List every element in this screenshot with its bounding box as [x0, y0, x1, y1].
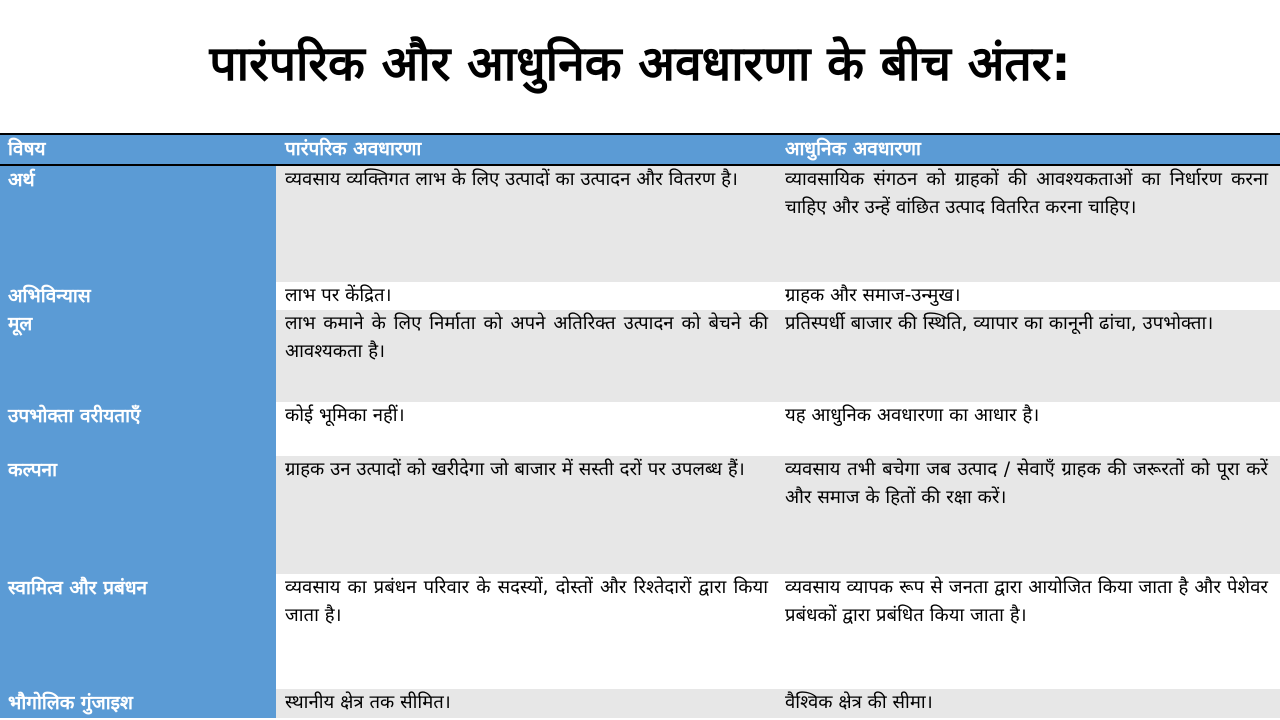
header-traditional: पारंपरिक अवधारणा	[285, 138, 422, 160]
row-traditional: व्यवसाय का प्रबंधन परिवार के सदस्यों, दोस्तों और रिश्तेदारों द्वारा किया जाता है।	[276, 574, 776, 689]
table-row	[0, 689, 1280, 718]
table-row	[0, 574, 1280, 689]
row-traditional: व्यवसाय व्यक्तिगत लाभ के लिए उत्पादों का उत्पादन और वितरण है।	[276, 166, 776, 282]
table-row	[0, 402, 1280, 456]
row-modern: व्यवसाय व्यापक रूप से जनता द्वारा आयोजित किया जाता है और पेशेवर प्रबंधकों द्वारा प्रबंधित किया जाता है।	[776, 574, 1280, 689]
table-header-row	[0, 135, 1280, 166]
comparison-table	[0, 133, 1280, 718]
slide-title: पारंपरिक और आधुनिक अवधारणा के बीच अंतर:	[209, 36, 1071, 92]
row-modern: ग्राहक और समाज-उन्मुख।	[776, 282, 1280, 310]
table-row	[0, 456, 1280, 574]
row-modern: यह आधुनिक अवधारणा का आधार है।	[776, 402, 1280, 456]
row-modern: व्यवसाय तभी बचेगा जब उत्पाद / सेवाएँ ग्राहक की जरूरतों को पूरा करें और समाज के हितों की रक्षा करें।	[776, 456, 1280, 574]
row-traditional: लाभ पर केंद्रित।	[276, 282, 776, 310]
row-subject: स्वामित्व और प्रबंधन	[0, 574, 276, 689]
table-row	[0, 282, 1280, 310]
table-row	[0, 166, 1280, 282]
row-traditional: ग्राहक उन उत्पादों को खरीदेगा जो बाजार में सस्ती दरों पर उपलब्ध हैं।	[276, 456, 776, 574]
row-subject: अर्थ	[0, 166, 276, 282]
row-traditional: लाभ कमाने के लिए निर्माता को अपने अतिरिक्त उत्पादन को बेचने की आवश्यकता है।	[276, 310, 776, 402]
table-row	[0, 310, 1280, 402]
row-modern: व्यावसायिक संगठन को ग्राहकों की आवश्यकताओं का निर्धारण करना चाहिए और उन्हें वांछित उत्पाद वितरित करना चाहिए।	[776, 166, 1280, 282]
row-subject: उपभोक्ता वरीयताएँ	[0, 402, 276, 456]
header-modern: आधुनिक अवधारणा	[785, 138, 921, 160]
row-modern: प्रतिस्पर्धी बाजार की स्थिति, व्यापार का कानूनी ढांचा, उपभोक्ता।	[776, 310, 1280, 402]
row-subject: कल्पना	[0, 456, 276, 574]
row-modern: वैश्विक क्षेत्र की सीमा।	[776, 689, 1280, 718]
header-subject: विषय	[8, 138, 46, 160]
row-subject: मूल	[0, 310, 276, 402]
row-traditional: स्थानीय क्षेत्र तक सीमित।	[276, 689, 776, 718]
row-subject: भौगोलिक गुंजाइश	[0, 689, 276, 718]
row-subject: अभिविन्यास	[0, 282, 276, 310]
row-traditional: कोई भूमिका नहीं।	[276, 402, 776, 456]
